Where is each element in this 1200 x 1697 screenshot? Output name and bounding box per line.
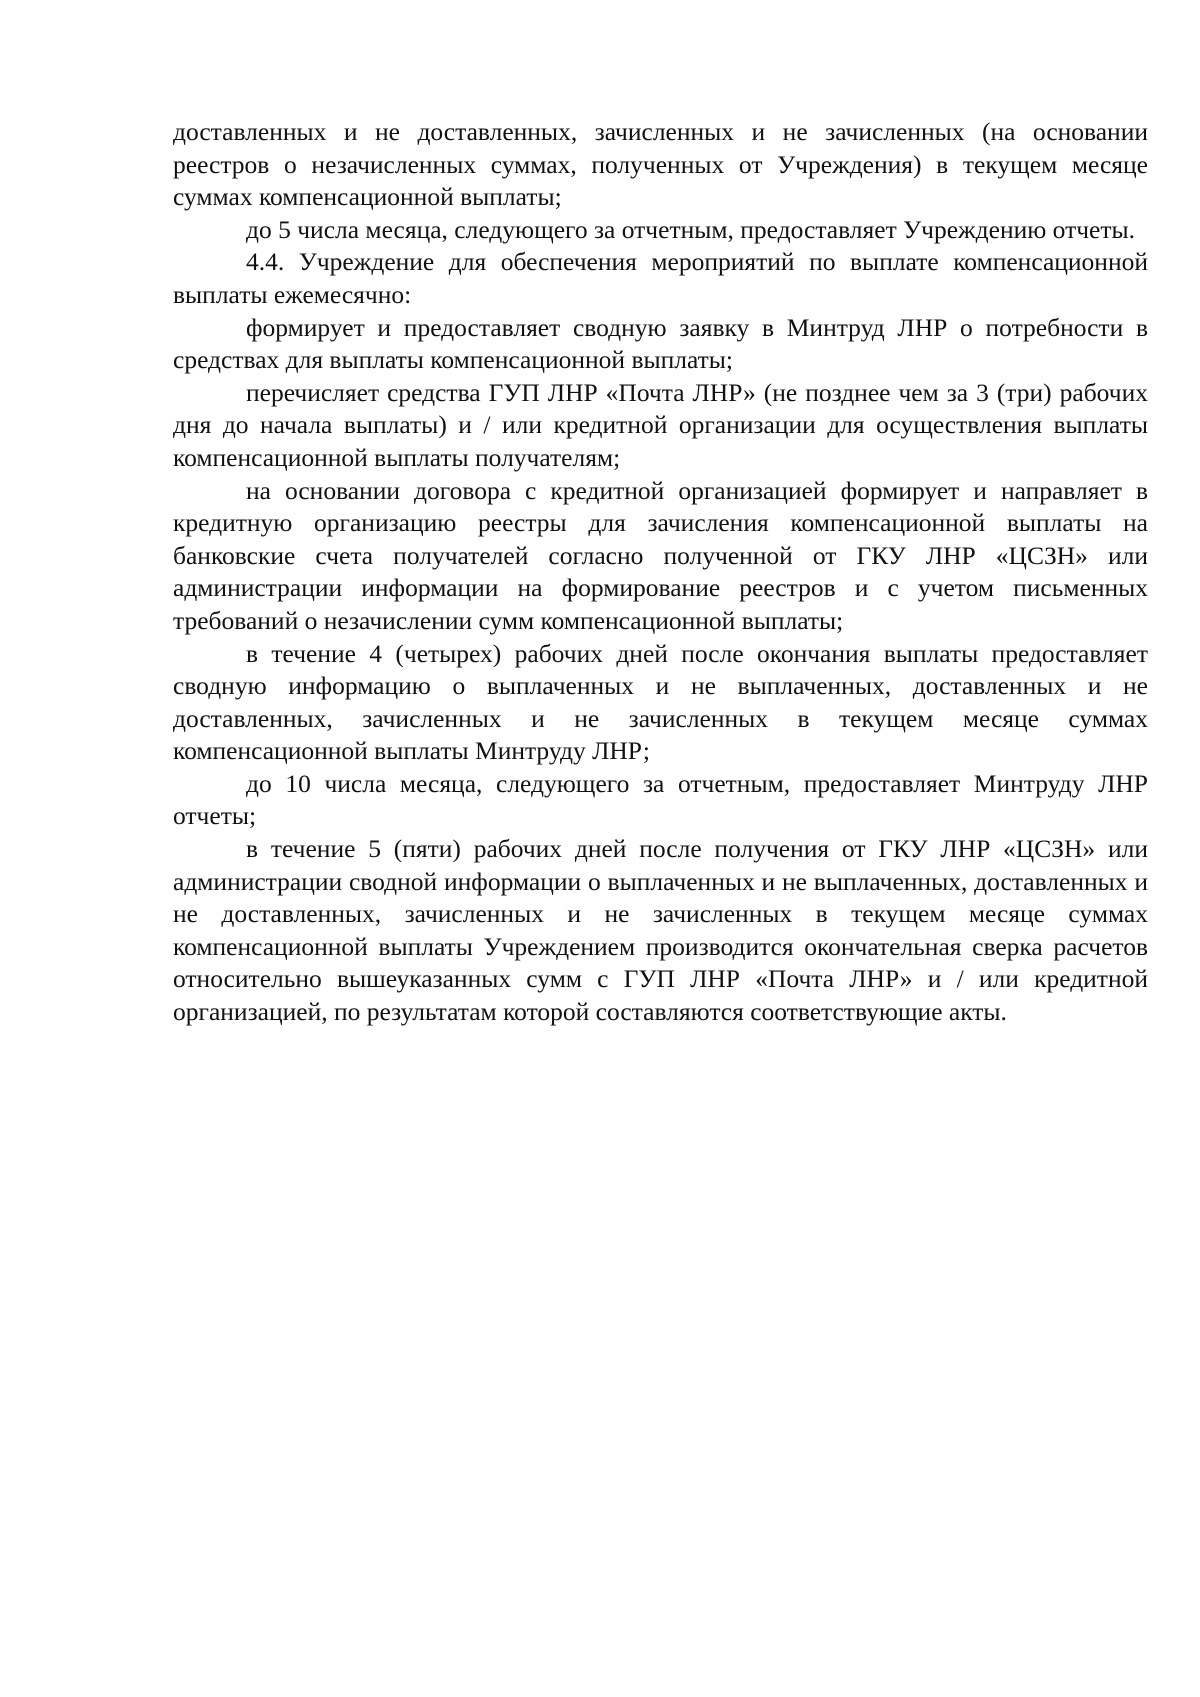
paragraph-report-deadline: до 5 числа месяца, следующего за отчетным, предоставляет Учреждению отчеты.: [246, 214, 1136, 244]
paragraph-funds-transfer: перечисляет средства ГУП ЛНР «Почта ЛНР» (не позднее чем за 3 (три) рабочих дня до начала выплаты) и / или кредитной организации для осуществления выплаты компенсационной выплаты получателям;: [173, 377, 1148, 472]
paragraph-summary-request: формирует и предоставляет сводную заявку в Минтруд ЛНР о потребности в средствах для выплаты компенсационной выплаты;: [173, 312, 1148, 375]
paragraph-summary-information: в течение 4 (четырех) рабочих дней после окончания выплаты предоставляет сводную информацию о выплаченных и не выплаченных, доставленных и не доставленных, зачисленных и не зачисленных в текущем месяце суммах компенсационной выплаты Минтруду ЛНР;: [173, 638, 1148, 766]
document-body: [173, 116, 1148, 1029]
paragraph-final-reconciliation: в течение 5 (пяти) рабочих дней после получения от ГКУ ЛНР «ЦСЗН» или администрации сводной информации о выплаченных и не выплаченных, доставленных и не доставленных, зачисленных и не зачисленных в текущем месяце суммах компенсационной выплаты Учреждением производится окончательная сверка расчетов относительно вышеуказанных сумм с ГУП ЛНР «Почта ЛНР» и / или кредитной организацией, по результатам которой составляются соответствующие акты.: [173, 834, 1148, 1027]
paragraph-ministry-reports: до 10 числа месяца, следующего за отчетным, предоставляет Минтруду ЛНР отчеты;: [173, 768, 1148, 831]
paragraph-bank-registers: на основании договора с кредитной организацией формирует и направляет в кредитную организацию реестры для зачисления компенсационной выплаты на банковские счета получателей согласно полученной от ГКУ ЛНР «ЦСЗН» или администрации информации на формирование реестров и с учетом письменных требований о незачислении сумм компенсационной выплаты;: [173, 475, 1148, 635]
paragraph-section-4-4: 4.4. Учреждение для обеспечения мероприятий по выплате компенсационной выплаты ежемесячно:: [173, 247, 1148, 309]
paragraph-continuation: доставленных и не доставленных, зачисленных и не зачисленных (на основании реестров о незачисленных суммах, полученных от Учреждения) в текущем месяце суммах компенсационной выплаты;: [173, 117, 1148, 212]
